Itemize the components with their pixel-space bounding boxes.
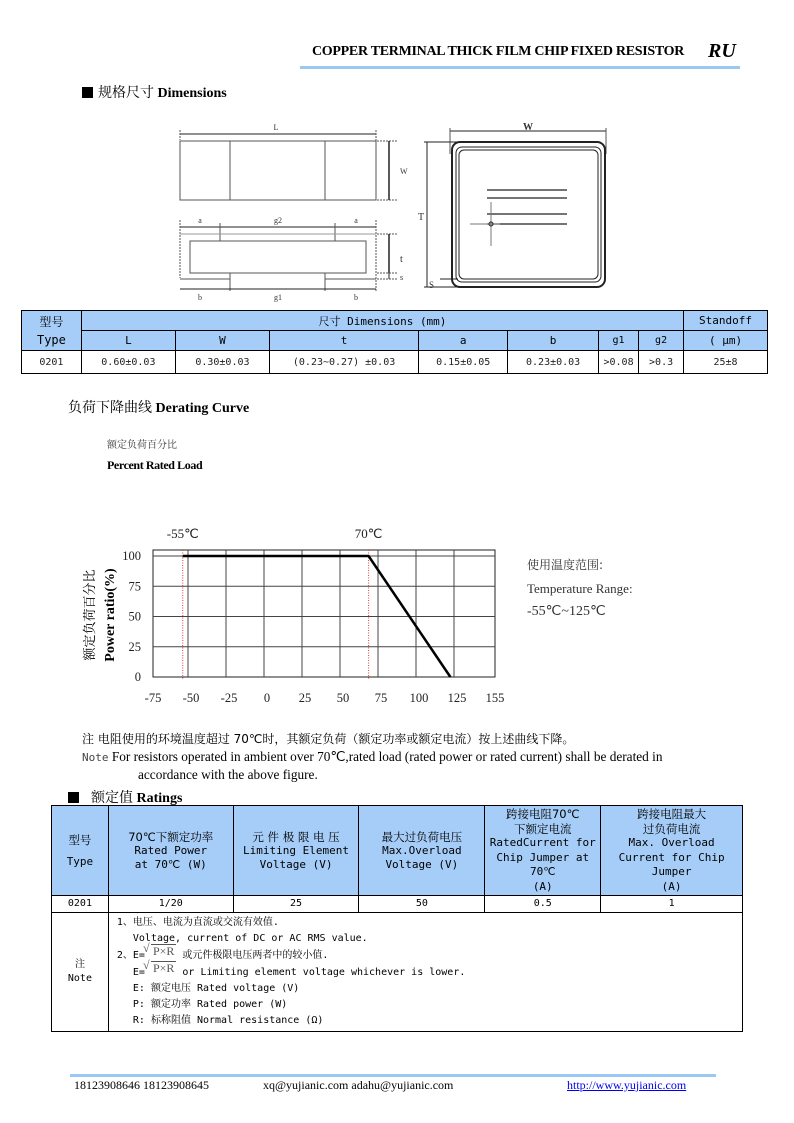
header-line: 跨接电阻最大 <box>637 807 707 821</box>
cell-g1: >0.08 <box>598 351 638 374</box>
x-tick-label: 75 <box>374 691 388 705</box>
label-b-right: b <box>354 293 358 302</box>
derating-heading-zh: 负荷下降曲线 <box>68 400 152 416</box>
x-tick-label: 100 <box>409 691 429 705</box>
cell-g2: >0.3 <box>639 351 684 374</box>
header-limiting-voltage <box>233 806 359 896</box>
product-code: RU <box>708 40 736 62</box>
cell-rated-current-jumper: 0.5 <box>485 896 601 913</box>
header-line: 跨接电阻70℃ <box>505 807 580 821</box>
def-E: E: 额定电压 Rated voltage (V) <box>132 983 300 994</box>
dimensions-heading <box>82 82 227 102</box>
col-header-t: t <box>269 331 418 351</box>
derating-note-en-line2: accordance with the above figure. <box>138 767 318 782</box>
temp-range-en: Temperature Range: <box>527 581 633 596</box>
cell-standoff: 25±8 <box>684 351 768 374</box>
header-line: 最大过负荷电压 <box>381 829 463 844</box>
note-label: Note <box>82 751 109 764</box>
ratings-table <box>51 805 743 1032</box>
derating-note-zh: 注 电阻使用的环境温度超过 70℃时，其额定负荷（额定功率或额定电流）按上述曲线下降。 <box>82 732 575 746</box>
note-2-en-suffix: or Limiting element voltage whichever is lower. <box>182 967 466 978</box>
dimensions-heading-en: Dimensions <box>157 86 227 101</box>
cell-type: 0201 <box>52 896 109 913</box>
sqrt-formula: √ P×R <box>151 944 176 957</box>
label-a-left: a <box>198 216 202 225</box>
percent-rated-load-en: Percent Rated Load <box>107 458 203 472</box>
standoff-header: Standoff <box>684 311 768 331</box>
header-line: Max. Overload <box>628 836 715 849</box>
label-g2: g2 <box>274 216 282 225</box>
cell-b: 0.23±0.03 <box>508 351 599 374</box>
note-line1: For resistors operated in ambient over 70℃,rated load (rated power or rated current) shall be derated in <box>111 749 663 764</box>
def-R: R: 标称阻值 Normal resistance (Ω) <box>132 1015 324 1026</box>
type-header-zh: 型号 <box>39 314 64 329</box>
header-max-overload-voltage <box>359 806 485 896</box>
temperature-annotation: 70℃ <box>354 526 383 541</box>
footer-emails: xq@yujianic.com adahu@yujianic.com <box>263 1078 454 1092</box>
note-1-en: Voltage, current of DC or AC RMS value. <box>132 933 368 944</box>
footer-divider <box>70 1074 716 1077</box>
header-type <box>52 806 109 896</box>
header-line: Max.Overload <box>382 843 462 857</box>
note-2-zh <box>116 944 742 964</box>
label-b-left: b <box>198 293 202 302</box>
y-axis-label-zh: 额定负荷百分比 <box>82 569 97 661</box>
header-rated-power <box>108 806 233 896</box>
x-tick-label: -25 <box>220 691 238 705</box>
footer-website-link[interactable]: http://www.yujianic.com <box>567 1078 687 1092</box>
note-1-zh: 1、电压、电流为直流或交流有效值. <box>116 917 279 928</box>
note-2-prefix: 2、E= <box>116 950 145 961</box>
x-tick-label: 50 <box>336 691 350 705</box>
label-a-right: a <box>354 216 358 225</box>
derating-note-en <box>82 749 663 765</box>
table-row <box>52 896 743 913</box>
header-line: Rated Power <box>134 843 208 857</box>
chip-top-view <box>180 141 376 200</box>
header-line: 型号 <box>68 832 92 847</box>
sqrt-formula: √ P×R <box>151 961 176 974</box>
cell-a: 0.15±0.05 <box>419 351 508 374</box>
note-label-en: Note <box>67 973 92 984</box>
col-header-a: a <box>419 331 508 351</box>
cell-rated-power: 1/20 <box>108 896 233 913</box>
header-line: Limiting Element <box>243 843 350 857</box>
ratings-heading-en: Ratings <box>136 791 183 806</box>
label-T: T <box>418 212 425 223</box>
footer-phones: 18123908646 18123908645 <box>74 1078 209 1092</box>
document-title: COPPER TERMINAL THICK FILM CHIP FIXED RESISTOR <box>312 44 685 59</box>
header-line: 元 件 极 限 电 压 <box>252 829 340 844</box>
bullet-square-icon <box>82 87 93 98</box>
dimensions-table <box>21 310 768 374</box>
header-line: (A) <box>532 879 553 893</box>
temperature-annotation: -55℃ <box>166 526 199 541</box>
x-tick-label: 155 <box>485 691 505 705</box>
cell-L: 0.60±0.03 <box>81 351 175 374</box>
label-L: L <box>273 123 279 132</box>
x-tick-label: -50 <box>182 691 200 705</box>
header-divider <box>300 66 740 69</box>
label-t: t <box>400 254 403 265</box>
header-line: 过负荷电流 <box>642 821 701 836</box>
y-tick-label: 50 <box>128 609 141 624</box>
header-line: (A) <box>661 879 682 893</box>
cell-limiting-voltage: 25 <box>233 896 359 913</box>
cell-type: 0201 <box>22 351 82 374</box>
dimensions-group-header: 尺寸 Dimensions (mm) <box>81 311 683 331</box>
standoff-unit: ( μm) <box>684 331 768 351</box>
y-tick-label: 0 <box>134 670 141 684</box>
def-P: P: 额定功率 Rated power (W) <box>132 999 288 1010</box>
y-tick-label: 75 <box>128 579 141 594</box>
label-s: s <box>400 273 404 282</box>
ratings-heading-zh: 额定值 <box>91 790 133 806</box>
bullet-square-icon <box>68 792 79 803</box>
header-line: 70℃ <box>529 865 556 878</box>
header-line: RatedCurrent for <box>489 836 596 849</box>
notes-cell <box>108 913 742 1032</box>
label-g1: g1 <box>274 293 282 302</box>
chip-side-view <box>190 241 366 273</box>
header-line: 下额定电流 <box>514 821 572 836</box>
note-2-en-prefix: E= <box>132 967 145 978</box>
header-line: at 70℃ (W) <box>134 857 207 871</box>
label-S: S <box>429 280 435 290</box>
header-line: Voltage (V) <box>259 857 333 871</box>
derating-chart <box>70 515 520 715</box>
col-header-g2: g2 <box>639 331 684 351</box>
y-tick-label: 100 <box>122 549 141 564</box>
note-label-cell <box>52 913 109 1032</box>
x-tick-label: 25 <box>298 691 312 705</box>
temp-range-value: -55℃~125℃ <box>527 604 606 619</box>
col-header-W: W <box>175 331 269 351</box>
header-max-overload-current-jumper <box>601 806 743 896</box>
dimensions-heading-zh: 规格尺寸 <box>98 85 154 101</box>
cell-max-overload-voltage: 50 <box>359 896 485 913</box>
col-header-g1: g1 <box>598 331 638 351</box>
x-tick-label: 125 <box>447 691 467 705</box>
derating-heading-en: Derating Curve <box>155 401 250 416</box>
table-row <box>22 351 768 374</box>
header-line: Current for Chip <box>618 850 725 864</box>
derating-heading <box>68 397 249 417</box>
note-label-zh: 注 <box>74 959 85 970</box>
note-2-zh-suffix: 或元件极限电压两者中的较小值. <box>182 950 329 961</box>
y-axis-label-en: Power ratio(%) <box>103 568 118 662</box>
header-line: Jumper <box>651 865 692 878</box>
percent-rated-load-zh: 额定负荷百分比 <box>107 440 177 451</box>
temp-range-zh: 使用温度范围: <box>527 558 604 572</box>
header-rated-current-jumper <box>485 806 601 896</box>
type-header <box>22 311 82 351</box>
header-line: 70℃下额定功率 <box>128 829 214 844</box>
header-line: Voltage (V) <box>385 857 459 871</box>
note-2-en <box>117 961 742 981</box>
x-tick-label: 0 <box>263 691 271 705</box>
plot-frame <box>153 550 495 677</box>
x-tick-label: -75 <box>144 691 162 705</box>
label-W-top: W <box>523 122 533 133</box>
dimension-diagram <box>170 118 620 303</box>
ratings-heading <box>68 787 182 807</box>
type-header-en: Type <box>36 332 66 347</box>
cell-t: (0.23~0.27) ±0.03 <box>269 351 418 374</box>
col-header-b: b <box>508 331 599 351</box>
header-line: Chip Jumper at <box>496 850 590 864</box>
y-tick-label: 25 <box>128 639 141 654</box>
col-header-L: L <box>81 331 175 351</box>
label-W-side: W <box>400 167 408 176</box>
cell-max-overload-current-jumper: 1 <box>601 896 743 913</box>
cell-W: 0.30±0.03 <box>175 351 269 374</box>
header-line: Type <box>66 854 94 868</box>
